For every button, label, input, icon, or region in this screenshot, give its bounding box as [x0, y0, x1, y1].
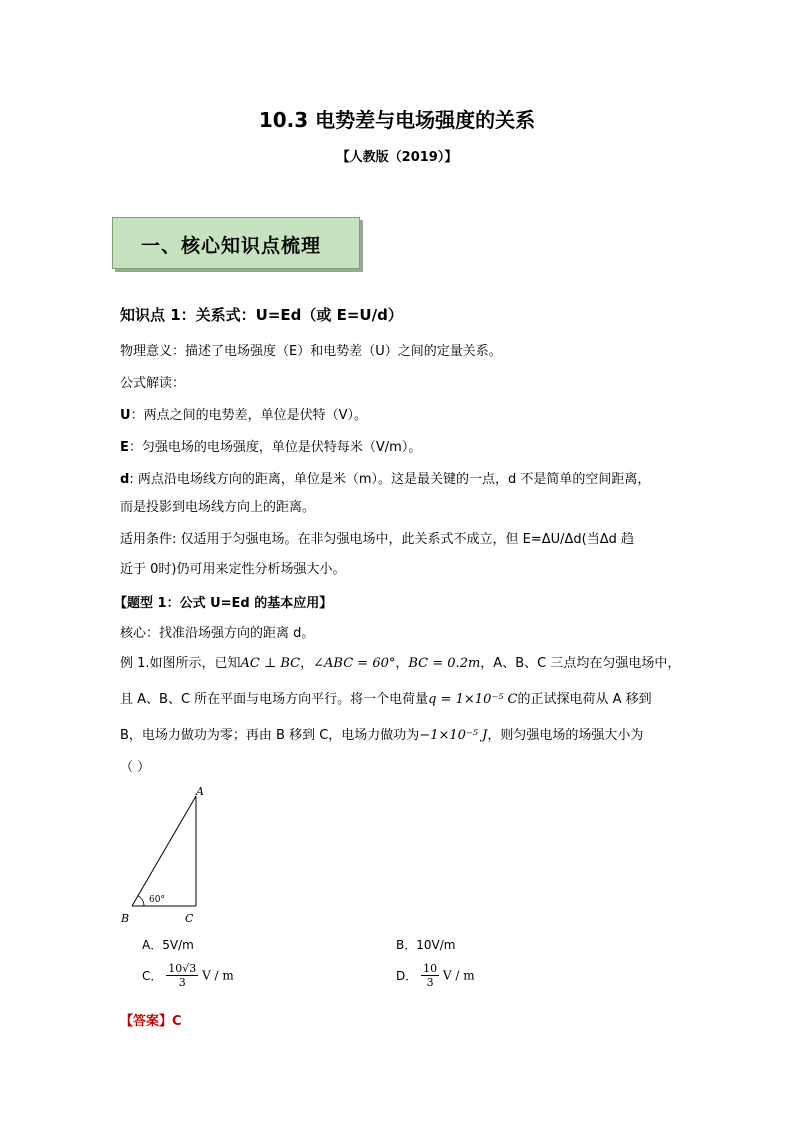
option-d-label: D．: [396, 969, 418, 983]
option-a: [142, 936, 194, 953]
option-b-label: B．: [396, 938, 417, 952]
u-text: ：两点之间的电势差，单位是伏特（V）。: [130, 408, 367, 423]
example-line-2: [120, 690, 700, 710]
label-b: B: [121, 912, 130, 925]
knowledge-point-heading: 知识点 1：关系式：U=Ed（或 E=U/d）: [120, 306, 403, 324]
math-length: BC = 0.2m: [408, 656, 481, 671]
section-banner: [112, 217, 360, 269]
option-d-numerator: 10: [423, 962, 438, 975]
math-charge: q = 1×10⁻⁵ C: [428, 692, 518, 707]
d-text-2: 而是投影到电场线方向上的距离。: [120, 500, 316, 515]
example-text: 且 A、B、C 所在平面与电场方向平行。将一个电荷量: [120, 692, 429, 707]
label-a: A: [196, 785, 204, 798]
angle-arc: [138, 896, 144, 906]
math-work: −1×10⁻⁵ J: [419, 728, 488, 743]
example-text: ，A、B、C 三点均在匀强电场中，: [480, 656, 681, 671]
e-definition: [120, 438, 680, 458]
option-c-label: C．: [142, 969, 163, 983]
option-c-fraction: [166, 962, 198, 989]
e-text: ：匀强电场的电场强度，单位是伏特每米（V/m）。: [128, 440, 422, 455]
option-d-unit: V / m: [442, 968, 475, 983]
answer-value: C: [172, 1014, 182, 1029]
page-subtitle: 【人教版（2019）】: [336, 150, 458, 165]
option-b: [396, 936, 455, 953]
u-symbol: U: [120, 408, 131, 423]
option-a-label: A．: [142, 938, 163, 952]
d-definition: [120, 470, 680, 490]
d-text-1: : 两点沿电场线方向的距离，单位是米（m）。这是最关键的一点，d 不是简单的空间距离，: [129, 472, 651, 487]
option-c-unit: V / m: [202, 968, 234, 983]
core-note: 核心：找准沿场强方向的距离 d。: [120, 626, 315, 641]
math-angle: ∠ABC = 60°: [313, 656, 396, 671]
option-b-text: 10V/m: [416, 938, 456, 952]
example-line-3: [120, 726, 700, 746]
side-ab: [132, 796, 196, 906]
answer-label: 【答案】: [120, 1014, 173, 1029]
answer: [120, 1010, 182, 1029]
option-d-fraction: [421, 962, 439, 989]
example-text: ，: [300, 656, 314, 671]
triangle-figure: [118, 782, 218, 927]
math-perpendicular: AC ⊥ BC: [240, 656, 301, 671]
example-line-1: [120, 654, 700, 674]
example-text: B，电场力做功为零；再由 B 移到 C，电场力做功为: [120, 728, 420, 743]
section-title: 一、核心知识点梳理: [141, 235, 322, 257]
example-text: ，: [395, 656, 409, 671]
question-type-heading: 【题型 1：公式 U=Ed 的基本应用】: [114, 596, 333, 611]
d-symbol: d: [120, 472, 130, 487]
option-d-denominator: 3: [426, 976, 434, 989]
example-text: 例 1.如图所示，已知: [120, 656, 241, 671]
u-definition: [120, 406, 680, 426]
option-c-denominator: 3: [178, 976, 186, 989]
interpretation-title: 公式解读：: [120, 376, 186, 391]
condition-line-2: 近于 0时)仍可用来定性分析场强大小。: [120, 562, 346, 577]
example-text: ，则匀强电场的场强大小为: [487, 728, 644, 743]
e-symbol: E: [120, 440, 129, 455]
angle-label: 60°: [149, 895, 165, 905]
option-c: [142, 962, 234, 989]
label-c: C: [185, 912, 194, 925]
answer-blank: （ ）: [120, 760, 151, 775]
physical-meaning: 物理意义：描述了电场强度（E）和电势差（U）之间的定量关系。: [120, 344, 502, 359]
option-c-numerator: 10√3: [168, 962, 197, 975]
option-a-text: 5V/m: [162, 938, 194, 952]
condition-line-1: 适用条件: 仅适用于匀强电场。在非匀强电场中，此关系式不成立，但 E=ΔU/Δd(当Δd 趋: [120, 532, 635, 547]
option-d: [396, 962, 475, 989]
page-title: 10.3 电势差与电场强度的关系: [258, 108, 536, 132]
example-text: 的正试探电荷从 A 移到: [517, 692, 652, 707]
